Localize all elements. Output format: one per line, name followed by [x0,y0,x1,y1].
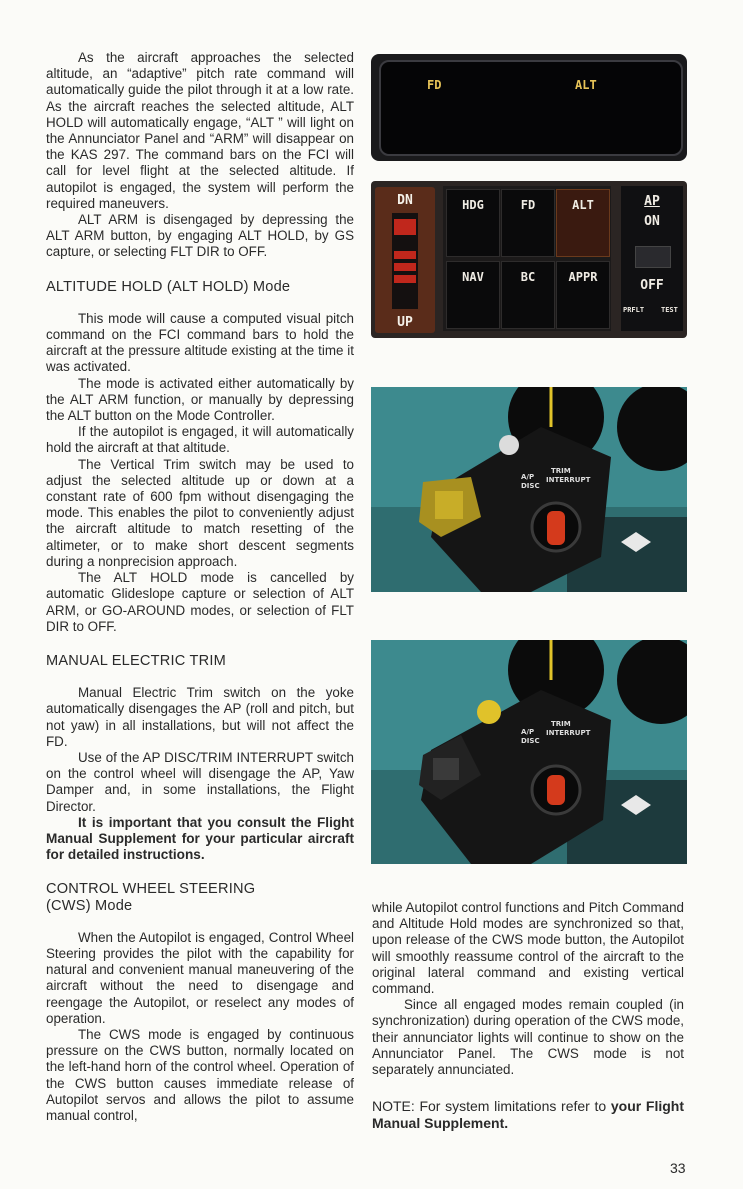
trim-indicator [394,263,416,271]
bc-label: BC [520,270,536,284]
paragraph: Use of the AP DISC/TRIM INTERRUPT switch on the control wheel will disengage the AP, Yaw Damper and, in some installations, the Flight Director. [46,749,354,814]
fd-button[interactable] [501,189,555,257]
photo-label-ap: A/P [521,473,535,481]
paragraph: The CWS mode is engaged by continuous pressure on the CWS button, normally located on the left-hand horn of the control wheel. Operation of the CWS button causes immediate release of Autopilot servos and allows the pilot to assume manual control, [46,1026,354,1123]
paragraph: This mode will cause a computed visual pitch command on the FCI command bars to hold the aircraft at the pressure altitude existing at the time it was activated. [46,310,354,375]
vertical-trim-switch[interactable] [375,187,435,333]
paragraph: The ALT HOLD mode is cancelled by automatic Glideslope capture or selection of ALT ARM, or GO-AROUND modes, or selection of FLT DIR to OFF. [46,570,354,634]
ap-label: AP [644,194,660,209]
alt-button[interactable] [556,189,610,257]
note [372,1098,684,1132]
paragraph: The mode is activated either automatically by the ALT ARM function, or manually by depressing the ALT button on the Mode Controller. [46,375,354,424]
note-bold: your Flight Manual Supplement. [372,1098,685,1132]
annunciator-fd: FD [427,78,442,92]
paragraph: while Autopilot control functions and Pitch Command and Altitude Hold modes are synchronized so that, upon release of the CWS mode button, the Autopilot will smoothly reassume control of the aircraft to the original lateral command and existing vertical command. [372,900,684,997]
mode-buttons [443,186,611,331]
control-wheel-photo-1 [371,387,687,592]
paragraph: As the aircraft approaches the selected altitude, an “adaptive” pitch rate command will automatically guide the pilot through it at a low rate. As the aircraft reaches the selected altitude, ALT HOLD will automatically engage, “ALT ” will light on the Annunciator Panel and “ARM” will disappear on the KAS 297. The command bars on the FCI will call for level flight at the selected altitude. If autopilot is engaged, the system will perform the required maneuvers. [46,50,354,211]
section-heading-alt-hold: ALTITUDE HOLD (ALT HOLD) Mode [46,278,291,295]
nav-button[interactable] [446,261,500,329]
photo-label-trim: TRIM [551,720,571,728]
ap-on-label: ON [644,214,660,229]
annunciator-panel [371,54,687,161]
photo-label-interrupt: INTERRUPT [546,476,591,484]
important-notice: It is important that you consult the Flight Manual Supplement for your particular aircraft for detailed instructions. [46,814,354,863]
trim-indicator [394,275,416,283]
trim-indicator [394,251,416,259]
trim-indicator [394,219,416,235]
mode-controller [371,181,687,338]
photo-label-ap: A/P [521,728,535,736]
photo-label-disc: DISC [521,482,540,490]
left-column [46,50,354,1124]
paragraph: The Vertical Trim switch may be used to adjust the selected altitude up or down at a constant rate of 600 fpm without disengaging the mode. This enables the pilot to conveniently adjust the aircraft altitude to match resetting of the altimeter, or to make short descent segments during a nonprecision approach. [46,456,354,569]
annunciator-screen [379,60,683,156]
trim-dn-label: DN [397,193,413,208]
appr-label: APPR [568,270,598,284]
annunciator-alt: ALT [575,78,597,92]
paragraph: When the Autopilot is engaged, Control Wheel Steering provides the pilot with the capability for natural and convenient manual maneuvering of the aircraft without the need to disengage and reengage the Autopilot, or reselect any modes of operation. [46,929,354,1026]
hdg-button[interactable] [446,189,500,257]
paragraph: Manual Electric Trim switch on the yoke automatically disengages the AP (roll and pitch, but not yaw) in all installations, but will not affect the FD. [46,685,354,749]
ap-toggle [635,246,671,268]
paragraph: ALT ARM is disengaged by depressing the ALT ARM button, by engaging ALT HOLD, by GS capture, or selecting FLT DIR to OFF. [46,212,354,260]
photo-label-interrupt: INTERRUPT [546,729,591,737]
appr-button[interactable] [556,261,610,329]
control-wheel-image [371,387,687,592]
hdg-label: HDG [462,198,484,212]
preflight-label: PRFLT [623,306,645,314]
fd-label: FD [520,198,536,212]
bc-button[interactable] [501,261,555,329]
paragraph: Since all engaged modes remain coupled (in synchronization) during operation of the CWS mode, their annunciator lights will continue to show on the Annunciator Panel. The CWS mode is not separately annunciated. [372,997,684,1078]
note-prefix: NOTE: For system limitations refer to [372,1098,607,1115]
alt-label: ALT [572,198,594,212]
section-heading-cws: CONTROL WHEEL STEERING (CWS) Mode [46,881,256,914]
ap-off-label: OFF [640,278,664,293]
control-wheel-photo-2 [371,640,687,864]
photo-label-disc: DISC [521,737,540,745]
paragraph: If the autopilot is engaged, it will automatically hold the aircraft at that altitude. [46,424,354,456]
photo-label-trim: TRIM [551,467,571,475]
nav-label: NAV [462,270,484,284]
section-heading-manual-trim: MANUAL ELECTRIC TRIM [46,652,226,669]
page-number: 33 [670,1160,686,1176]
test-label: TEST [661,306,678,314]
trim-up-label: UP [397,315,413,330]
control-wheel-image [371,640,687,864]
right-column [372,900,684,1132]
ap-switch[interactable] [621,186,683,331]
